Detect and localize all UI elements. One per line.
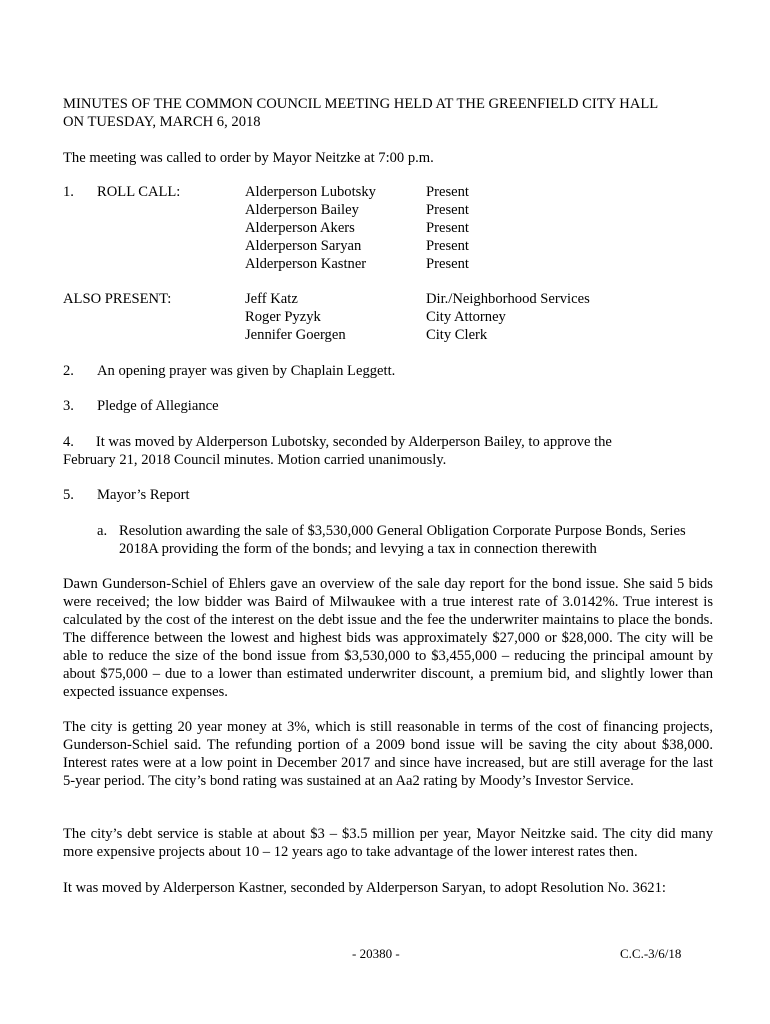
- roll-call-member-name: Alderperson Kastner: [245, 256, 367, 272]
- item-4-line-1: 4. It was moved by Alderperson Lubotsky, seconded by Alderperson Bailey, to approve the: [63, 434, 612, 450]
- roll-call-member-status: Present: [426, 220, 469, 236]
- sub-item-line-1: Resolution awarding the sale of $3,530,000 General Obligation Corporate Purpose Bonds, Series: [119, 523, 686, 539]
- roll-call-member-status: Present: [426, 202, 469, 218]
- financing-paragraph: The city is getting 20 year money at 3%, which is still reasonable in terms of the cost of financing projects, Gunderson-Schiel said. The refunding portion of a 2009 bond issue will be saving the city about $38,000. Interest rates were at a low point in December 2017 and since have increased, but are still average for the last 5-year period. The city’s bond rating was sustained at an Aa2 rating by Moody’s Investor Service.: [63, 719, 713, 789]
- item-2-text: An opening prayer was given by Chaplain Leggett.: [97, 363, 396, 379]
- bond-overview-paragraph: Dawn Gunderson-Schiel of Ehlers gave an overview of the sale day report for the bond issue. She said 5 bids were received; the low bidder was Baird of Milwaukee with a true interest rate of 3.0142%. True interest is calculated by the cost of the interest on the debt issue and the fee the underwriter maintains to place the bonds. The difference between the lowest and highest bids was approximately $27,000 or $28,000. The city will be able to reduce the size of the bond issue from $3,530,000 to $3,455,000 – reducing the principal amount by about $75,000 – due to a lower than estimated underwriter discount, a premium bid, and slightly lower than expected issuance expenses.: [63, 576, 713, 700]
- roll-call-member-name: Alderperson Bailey: [245, 202, 359, 218]
- roll-call-member-status: Present: [426, 238, 469, 254]
- also-present-title: Dir./Neighborhood Services: [426, 291, 590, 307]
- sub-item-letter: a.: [97, 523, 108, 539]
- item-3-text: Pledge of Allegiance: [97, 398, 219, 414]
- item-4-line-2: February 21, 2018 Council minutes. Motion carried unanimously.: [63, 452, 447, 468]
- roll-call-member-status: Present: [426, 256, 469, 272]
- also-present-title: City Clerk: [426, 327, 488, 343]
- debt-service-paragraph: The city’s debt service is stable at about $3 – $3.5 million per year, Mayor Neitzke said. The city did many more expensive projects about 10 – 12 years ago to take advantage of the lower interest rates then.: [63, 826, 713, 860]
- roll-call-member-name: Alderperson Lubotsky: [245, 184, 376, 200]
- sub-item-line-2: 2018A providing the form of the bonds; and levying a tax in connection therewith: [119, 541, 597, 557]
- page-number: - 20380 -: [352, 946, 400, 961]
- minutes-heading-line-2: ON TUESDAY, MARCH 6, 2018: [63, 114, 261, 130]
- also-present-name: Jennifer Goergen: [245, 327, 346, 343]
- roll-call-member-name: Alderperson Akers: [245, 220, 355, 236]
- also-present-label: ALSO PRESENT:: [63, 291, 172, 307]
- minutes-heading-line-1: MINUTES OF THE COMMON COUNCIL MEETING HELD AT THE GREENFIELD CITY HALL: [63, 96, 659, 112]
- item-2-number: 2.: [63, 363, 74, 379]
- roll-call-number: 1.: [63, 184, 74, 200]
- item-5-number: 5.: [63, 487, 74, 503]
- also-present-name: Jeff Katz: [245, 291, 298, 307]
- motion-paragraph: It was moved by Alderperson Kastner, seconded by Alderperson Saryan, to adopt Resolution No. 3621:: [63, 880, 666, 896]
- call-to-order-text: The meeting was called to order by Mayor Neitzke at 7:00 p.m.: [63, 150, 434, 166]
- roll-call-member-name: Alderperson Saryan: [245, 238, 362, 254]
- item-3-number: 3.: [63, 398, 74, 414]
- item-5-text: Mayor’s Report: [97, 487, 190, 503]
- roll-call-label: ROLL CALL:: [97, 184, 181, 200]
- also-present-name: Roger Pyzyk: [245, 309, 321, 325]
- document-reference: C.C.-3/6/18: [620, 946, 682, 961]
- roll-call-member-status: Present: [426, 184, 469, 200]
- also-present-title: City Attorney: [426, 309, 506, 325]
